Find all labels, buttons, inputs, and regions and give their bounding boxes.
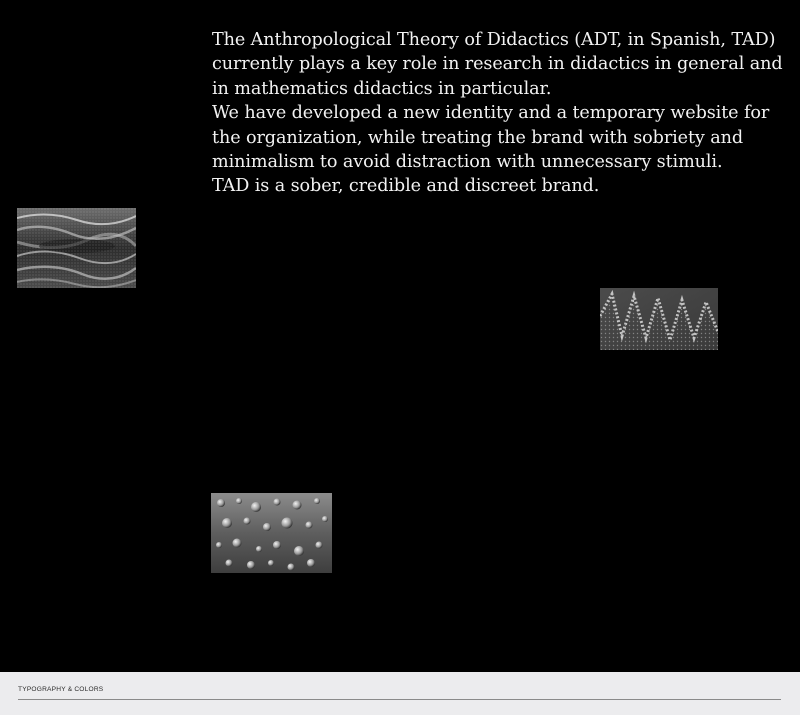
divider — [18, 699, 781, 700]
section-footer — [0, 672, 800, 715]
waves-texture-image — [17, 208, 136, 288]
zigzag-droplets-image — [600, 288, 718, 350]
project-description: The Anthropological Theory of Didactics (ADT, in Spanish, TAD) currently plays a key role in research in didactics in general and in mathematics didactics in particular. We have developed a new identity and a temporary website for the organization, while treating the brand with sobriety and minimalism to avoid distraction with unnecessary stimuli. TAD is a sober, credible and discreet brand. — [212, 30, 783, 197]
typography-colors-heading: TYPOGRAPHY & COLORS — [18, 686, 104, 693]
water-droplets-image — [211, 493, 332, 573]
